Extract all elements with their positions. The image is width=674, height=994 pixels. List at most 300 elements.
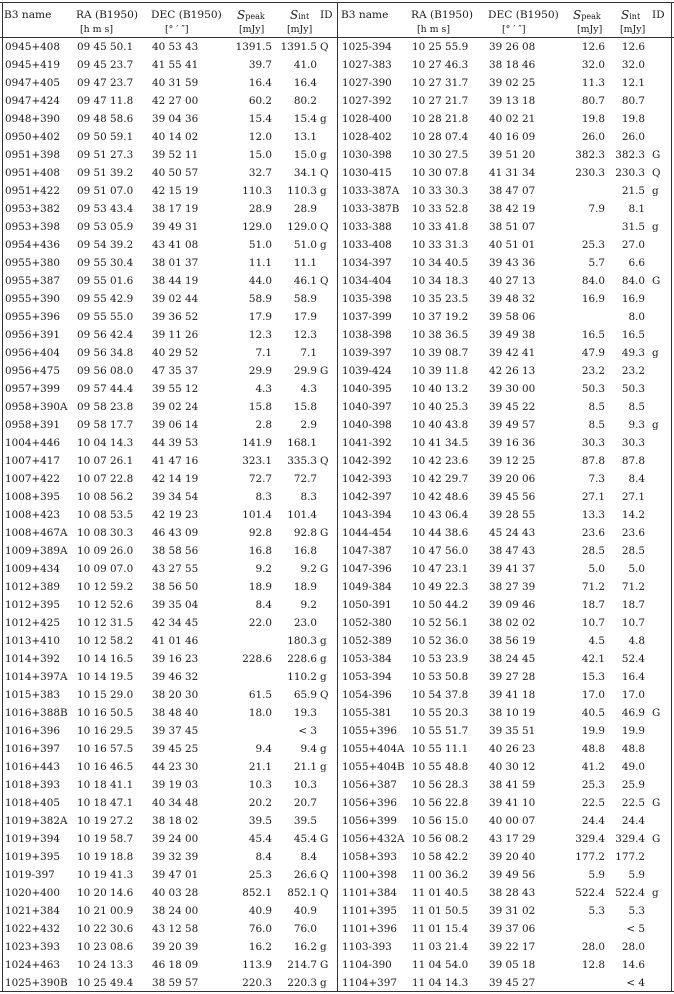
row-id: g: [320, 743, 327, 755]
row-speak: 5.7: [588, 257, 605, 269]
row-dec: 39 55 12: [152, 383, 199, 395]
row-speak: 9.4: [255, 743, 272, 755]
header-sint-sub: int: [298, 12, 310, 21]
row-ra: 10 38 36.5: [412, 329, 469, 341]
row-name: 1044-454: [342, 527, 392, 539]
row-dec: 39 02 24: [152, 401, 199, 413]
table-row: [0, 506, 337, 524]
row-ra: 10 58 42.2: [412, 851, 469, 863]
row-ra: 09 47 11.8: [77, 95, 134, 107]
header-sint: [290, 8, 309, 22]
row-sint: 15.8: [293, 401, 317, 413]
row-sint: 5.9: [628, 869, 645, 881]
row-sint: 11.1: [293, 257, 317, 269]
row-name: 1016+396: [5, 725, 60, 737]
row-dec: 40 03 28: [152, 887, 199, 899]
row-speak: 42.1: [581, 653, 605, 665]
row-sint: 19.9: [621, 725, 645, 737]
header-speak-sub-right: peak: [581, 12, 601, 21]
row-speak: 15.3: [581, 671, 605, 683]
table-row: [0, 758, 337, 776]
row-name: 0956+391: [5, 329, 60, 341]
table-row: [0, 344, 337, 362]
row-speak: 51.0: [248, 239, 272, 251]
row-name: 1019-397: [5, 869, 55, 881]
table-row: [337, 218, 674, 236]
row-name: 1027-392: [342, 95, 392, 107]
row-speak: 48.8: [581, 743, 605, 755]
header-id-right: ID: [652, 9, 665, 21]
row-speak: 220.3: [242, 977, 272, 989]
row-sint: 16.4: [621, 671, 645, 683]
row-speak: 4.3: [255, 383, 272, 395]
table-row: [0, 830, 337, 848]
row-speak: 12.8: [581, 959, 605, 971]
table-row: [0, 740, 337, 758]
row-speak: 5.9: [588, 869, 605, 881]
row-speak: 17.0: [581, 689, 605, 701]
table-row: [337, 272, 674, 290]
row-dec: 39 46 32: [152, 671, 199, 683]
row-name: 1033-408: [342, 239, 392, 251]
row-id: g: [320, 149, 327, 161]
row-name: 1103-393: [342, 941, 392, 953]
row-speak: 15.4: [248, 113, 272, 125]
row-speak: 382.3: [575, 149, 605, 161]
row-sint: 84.0: [621, 275, 645, 287]
row-sint: 16.5: [621, 329, 645, 341]
row-ra: 10 15 29.0: [77, 689, 134, 701]
row-speak: 28.0: [581, 941, 605, 953]
row-speak: 5.3: [588, 905, 605, 917]
row-id: G: [320, 527, 329, 539]
row-id: Q: [320, 689, 329, 701]
row-speak: 11.3: [581, 77, 605, 89]
row-name: 1047-387: [342, 545, 392, 557]
row-dec: 39 02 44: [152, 293, 199, 305]
table-row: [0, 848, 337, 866]
row-dec: 40 16 09: [489, 131, 536, 143]
header-ra: RA (B1950): [76, 9, 139, 21]
row-sint: 18.9: [293, 581, 317, 593]
table-row: [337, 416, 674, 434]
row-sint: 110.3: [287, 185, 317, 197]
row-ra: 09 51 07.0: [77, 185, 134, 197]
row-dec: 39 31 02: [489, 905, 536, 917]
row-name: 1019+395: [5, 851, 60, 863]
row-dec: 44 39 53: [152, 437, 199, 449]
header-dec-right: DEC (B1950): [488, 9, 559, 21]
row-dec: 38 58 56: [152, 545, 199, 557]
table-row: [0, 38, 337, 56]
row-speak: 58.9: [248, 293, 272, 305]
row-ra: 09 56 42.4: [77, 329, 134, 341]
row-speak: 8.4: [255, 851, 272, 863]
row-dec: 42 26 13: [489, 365, 536, 377]
row-name: 0945+419: [5, 59, 60, 71]
row-ra: 09 53 43.4: [77, 203, 134, 215]
header-sint-letter-right: S: [621, 8, 630, 22]
table-row: [0, 722, 337, 740]
row-name: 1037-399: [342, 311, 392, 323]
table-row: [337, 326, 674, 344]
row-speak: 39.7: [248, 59, 272, 71]
row-id: G: [320, 365, 329, 377]
row-speak: 16.9: [581, 293, 605, 305]
table-row: [0, 290, 337, 308]
row-dec: 45 24 43: [489, 527, 536, 539]
table-row: [337, 74, 674, 92]
row-name: 1030-398: [342, 149, 392, 161]
row-speak: 45.4: [248, 833, 272, 845]
row-speak: 19.8: [581, 113, 605, 125]
table-row: [337, 506, 674, 524]
row-ra: 10 24 13.3: [77, 959, 134, 971]
table-row: [0, 704, 337, 722]
row-speak: 29.9: [248, 365, 272, 377]
row-name: 1030-415: [342, 167, 392, 179]
header-speak-units: [mJy]: [239, 24, 265, 35]
table-row: [337, 452, 674, 470]
row-ra: 10 42 48.6: [412, 491, 469, 503]
row-name: 0958+390A: [5, 401, 68, 413]
row-ra: 10 55 51.7: [412, 725, 469, 737]
row-id: g: [652, 347, 659, 359]
row-dec: 39 32 39: [152, 851, 199, 863]
row-ra: 10 16 57.5: [77, 743, 134, 755]
row-dec: 39 48 32: [489, 293, 536, 305]
row-sint: 25.9: [621, 779, 645, 791]
row-dec: 39 47 01: [152, 869, 199, 881]
row-speak: 10.3: [248, 779, 272, 791]
row-ra: 10 56 22.8: [412, 797, 469, 809]
row-dec: 39 51 20: [489, 149, 536, 161]
table-row: [0, 236, 337, 254]
row-id: G: [652, 149, 661, 161]
table-row: [337, 848, 674, 866]
row-sint: 4.3: [300, 383, 317, 395]
row-name: 1042-392: [342, 455, 392, 467]
row-dec: 38 02 02: [489, 617, 536, 629]
header-sint-letter: S: [290, 8, 299, 22]
row-speak: 141.9: [242, 437, 272, 449]
row-speak: 12.0: [248, 131, 272, 143]
row-ra: 10 56 08.2: [412, 833, 469, 845]
row-dec: 40 51 01: [489, 239, 536, 251]
row-ra: 09 58 17.7: [77, 419, 134, 431]
row-sint: 28.9: [293, 203, 317, 215]
row-sint: 51.0: [293, 239, 317, 251]
row-dec: 40 00 07: [489, 815, 536, 827]
row-name: 1056+387: [342, 779, 397, 791]
row-speak: 2.8: [255, 419, 272, 431]
row-name: 1042-393: [342, 473, 392, 485]
table-row: [337, 110, 674, 128]
row-sint: 39.5: [293, 815, 317, 827]
row-ra: 10 33 41.8: [412, 221, 469, 233]
row-sint: 180.3: [287, 635, 317, 647]
row-name: 1038-398: [342, 329, 392, 341]
row-name: 1054-396: [342, 689, 392, 701]
row-sint: 329.4: [615, 833, 645, 845]
row-dec: 38 20 30: [152, 689, 199, 701]
row-ra: 09 55 30.4: [77, 257, 134, 269]
row-ra: 10 18 41.1: [77, 779, 134, 791]
row-ra: 10 12 52.6: [77, 599, 134, 611]
row-speak: 7.9: [588, 203, 605, 215]
table-row: [0, 776, 337, 794]
row-speak: 61.5: [248, 689, 272, 701]
row-sint: 19.3: [293, 707, 317, 719]
row-dec: 40 27 13: [489, 275, 536, 287]
row-ra: 11 01 15.4: [412, 923, 469, 935]
row-name: 1014+397A: [5, 671, 68, 683]
row-name: 1039-424: [342, 365, 392, 377]
row-name: 0955+380: [5, 257, 60, 269]
row-sint: 48.8: [621, 743, 645, 755]
row-speak: 28.5: [581, 545, 605, 557]
row-id: G: [320, 563, 329, 575]
table-row: [0, 416, 337, 434]
row-name: 1009+389A: [5, 545, 68, 557]
row-sint: 24.4: [621, 815, 645, 827]
table-row: [337, 866, 674, 884]
row-dec: 39 06 14: [152, 419, 199, 431]
table-row: [337, 524, 674, 542]
table-row: [337, 560, 674, 578]
row-ra: 10 20 14.6: [77, 887, 134, 899]
row-sint: 49.0: [621, 761, 645, 773]
row-sint: 16.4: [293, 77, 317, 89]
table-row: [0, 794, 337, 812]
row-speak: 8.3: [255, 491, 272, 503]
row-speak: 24.4: [581, 815, 605, 827]
row-sint: < 5: [626, 923, 645, 935]
header-speak: [237, 8, 265, 22]
row-speak: 44.0: [248, 275, 272, 287]
table-row: [0, 110, 337, 128]
row-id: g: [320, 113, 327, 125]
row-ra: 09 58 23.8: [77, 401, 134, 413]
row-ra: 10 16 46.5: [77, 761, 134, 773]
row-ra: 10 39 08.7: [412, 347, 469, 359]
row-dec: 42 34 45: [152, 617, 199, 629]
row-sint: 32.0: [621, 59, 645, 71]
row-sint: 1391.5: [280, 41, 317, 53]
table-row: [0, 164, 337, 182]
header-id: ID: [320, 9, 333, 21]
row-dec: 39 22 17: [489, 941, 536, 953]
row-sint: 9.2: [300, 599, 317, 611]
row-sint: 5.0: [628, 563, 645, 575]
row-name: 1104+397: [342, 977, 397, 989]
row-sint: 71.2: [621, 581, 645, 593]
row-name: 1027-383: [342, 59, 392, 71]
table-row: [337, 884, 674, 902]
row-ra: 10 28 07.4: [412, 131, 469, 143]
table-row: [337, 596, 674, 614]
row-sint: 30.3: [621, 437, 645, 449]
table-row: [337, 776, 674, 794]
table-row: [0, 866, 337, 884]
row-name: 0950+402: [5, 131, 60, 143]
row-dec: 39 41 37: [489, 563, 536, 575]
row-sint: 18.7: [621, 599, 645, 611]
table-row: [337, 362, 674, 380]
row-ra: 09 55 42.9: [77, 293, 134, 305]
row-name: 1101+395: [342, 905, 397, 917]
header-name-right: B3 name: [341, 9, 389, 21]
table-row: [337, 128, 674, 146]
row-sint: 228.6: [287, 653, 317, 665]
header-sint-units: [mJy]: [287, 24, 313, 35]
row-ra: 11 03 21.4: [412, 941, 469, 953]
row-ra: 09 47 23.7: [77, 77, 134, 89]
row-name: 1043-394: [342, 509, 392, 521]
row-ra: 10 56 28.3: [412, 779, 469, 791]
table-row: [337, 812, 674, 830]
row-sint: 72.7: [293, 473, 317, 485]
row-dec: 38 17 19: [152, 203, 199, 215]
table-row: [337, 38, 674, 56]
row-dec: 39 49 57: [489, 419, 536, 431]
row-dec: 39 45 27: [489, 977, 536, 989]
table-row: [0, 938, 337, 956]
row-name: 1039-397: [342, 347, 392, 359]
row-sint: 80.2: [293, 95, 317, 107]
row-sint: 28.5: [621, 545, 645, 557]
row-dec: 42 27 00: [152, 95, 199, 107]
row-speak: 30.3: [581, 437, 605, 449]
row-id: g: [320, 635, 327, 647]
row-dec: 38 18 46: [489, 59, 536, 71]
row-name: 1012+425: [5, 617, 60, 629]
row-id: g: [320, 185, 327, 197]
row-dec: 43 41 08: [152, 239, 199, 251]
table-row: [337, 488, 674, 506]
row-speak: 8.5: [588, 419, 605, 431]
row-name: 0956+475: [5, 365, 60, 377]
row-sint: 29.9: [293, 365, 317, 377]
row-sint: 8.1: [628, 203, 645, 215]
table-row: [337, 254, 674, 272]
row-speak: 323.1: [242, 455, 272, 467]
row-sint: 17.9: [293, 311, 317, 323]
row-name: 0954+436: [5, 239, 60, 251]
table-row: [337, 56, 674, 74]
row-name: 1050-391: [342, 599, 392, 611]
row-dec: 39 45 25: [152, 743, 199, 755]
row-speak: 32.0: [581, 59, 605, 71]
row-sint: 40.9: [293, 905, 317, 917]
row-dec: 38 24 45: [489, 653, 536, 665]
row-dec: 39 41 10: [489, 797, 536, 809]
row-ra: 10 08 53.5: [77, 509, 134, 521]
row-ra: 09 56 08.0: [77, 365, 134, 377]
row-ra: 10 30 07.8: [412, 167, 469, 179]
row-dec: 38 56 19: [489, 635, 536, 647]
row-speak: 47.9: [581, 347, 605, 359]
row-id: g: [652, 221, 659, 233]
row-name: 1040-398: [342, 419, 392, 431]
table-row: [0, 308, 337, 326]
row-speak: 230.3: [575, 167, 605, 179]
table-row: [337, 182, 674, 200]
row-name: 1056+432A: [342, 833, 405, 845]
row-dec: 41 47 16: [152, 455, 199, 467]
table-row: [337, 434, 674, 452]
row-speak: 23.6: [581, 527, 605, 539]
row-dec: 39 20 39: [152, 941, 199, 953]
row-sint: 20.7: [293, 797, 317, 809]
row-dec: 40 02 21: [489, 113, 536, 125]
row-dec: 39 16 23: [152, 653, 199, 665]
table-row: [337, 470, 674, 488]
row-ra: 10 39 11.8: [412, 365, 469, 377]
row-dec: 40 53 43: [152, 41, 199, 53]
row-sint: 5.3: [628, 905, 645, 917]
row-dec: 39 41 18: [489, 689, 536, 701]
table-row: [337, 632, 674, 650]
row-dec: 38 01 37: [152, 257, 199, 269]
table-row: [0, 326, 337, 344]
row-sint: 522.4: [615, 887, 645, 899]
row-sint: 34.1: [293, 167, 317, 179]
row-name: 1008+467A: [5, 527, 68, 539]
row-dec: 39 35 04: [152, 599, 199, 611]
row-ra: 10 33 31.3: [412, 239, 469, 251]
table-row: [337, 704, 674, 722]
row-sint: 13.1: [293, 131, 317, 143]
row-speak: 72.7: [248, 473, 272, 485]
row-dec: 39 20 06: [489, 473, 536, 485]
row-speak: 15.0: [248, 149, 272, 161]
row-speak: 101.4: [242, 509, 272, 521]
table-row: [337, 740, 674, 758]
row-id: G: [652, 275, 661, 287]
row-dec: 40 31 59: [152, 77, 199, 89]
row-sint: 12.1: [621, 77, 645, 89]
row-ra: 10 33 30.3: [412, 185, 469, 197]
table-row: [337, 236, 674, 254]
table-row: [337, 164, 674, 182]
row-dec: 41 01 46: [152, 635, 199, 647]
table-row: [337, 398, 674, 416]
row-id: g: [320, 761, 327, 773]
row-dec: 39 28 55: [489, 509, 536, 521]
row-id: Q: [320, 167, 329, 179]
row-sint: 26.0: [621, 131, 645, 143]
row-dec: 38 42 19: [489, 203, 536, 215]
row-ra: 10 43 06.4: [412, 509, 469, 521]
row-sint: 8.5: [628, 401, 645, 413]
row-sint: 12.6: [621, 41, 645, 53]
table-row: [337, 758, 674, 776]
row-sint: 852.1: [287, 887, 317, 899]
row-name: 0955+387: [5, 275, 60, 287]
row-name: 1007+422: [5, 473, 60, 485]
row-dec: 38 10 19: [489, 707, 536, 719]
row-sint: 10.7: [621, 617, 645, 629]
row-ra: 09 51 27.3: [77, 149, 134, 161]
header-dec: DEC (B1950): [151, 9, 222, 21]
row-sint: 230.3: [615, 167, 645, 179]
row-name: 1018+405: [5, 797, 60, 809]
row-speak: 20.2: [248, 797, 272, 809]
row-id: G: [320, 959, 329, 971]
table-row: [337, 614, 674, 632]
row-speak: 113.9: [242, 959, 272, 971]
